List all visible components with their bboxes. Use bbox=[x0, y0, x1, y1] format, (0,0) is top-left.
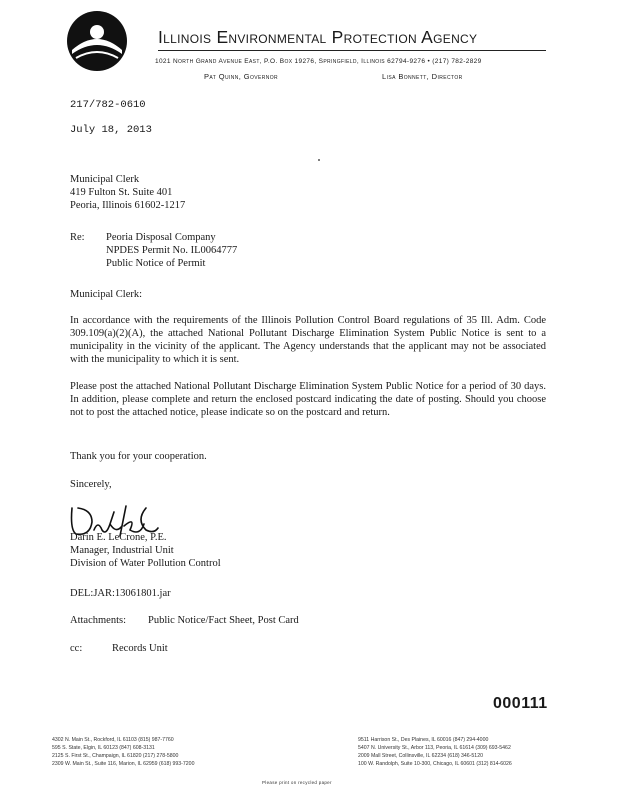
footer-office-champaign: 2125 S. First St., Champaign, IL 61820 (217) 278-5800 bbox=[52, 753, 179, 759]
salutation: Municipal Clerk: bbox=[70, 289, 143, 300]
cc-label: cc: bbox=[70, 643, 83, 654]
scan-speck bbox=[318, 159, 320, 161]
footer-office-des-plaines: 9511 Harrison St., Des Plaines, IL 60016 (847) 294-4000 bbox=[358, 737, 489, 743]
paragraph-instructions: Please post the attached National Pollutant Discharge Elimination System Public Notice for a period of 30 days. In addition, please complete and return the enclosed postcard indicating the date of posting. Should you choose not to post the attached notice, please indicate so on the postcard and return. bbox=[70, 381, 546, 418]
attachments-label: Attachments: bbox=[70, 615, 126, 626]
cc-value: Records Unit bbox=[112, 643, 168, 654]
recycled-note: Please print on recycled paper bbox=[262, 780, 332, 785]
footer-office-marion: 2309 W. Main St., Suite 116, Marion, IL 62959 (618) 993-7200 bbox=[52, 761, 195, 767]
re-label: Re: bbox=[70, 232, 85, 243]
re-company: Peoria Disposal Company bbox=[106, 232, 216, 243]
agency-logo bbox=[66, 10, 128, 72]
signer-title: Manager, Industrial Unit bbox=[70, 545, 174, 556]
footer-office-collinsville: 2009 Mall Street, Collinsville, IL 62234 (618) 346-5120 bbox=[358, 753, 483, 759]
footer-office-chicago: 100 W. Randolph, Suite 10-300, Chicago, IL 60601 (312) 814-6026 bbox=[358, 761, 512, 767]
footer-office-elgin: 595 S. State, Elgin, IL 60123 (847) 608-3131 bbox=[52, 745, 155, 751]
footer-right bbox=[358, 736, 512, 768]
agency-name: Illinois Environmental Protection Agency bbox=[158, 27, 478, 47]
closing: Sincerely, bbox=[70, 479, 112, 490]
re-permit: NPDES Permit No. IL0064777 bbox=[106, 245, 238, 256]
paragraph-requirements: In accordance with the requirements of the Illinois Pollution Control Board regulations of 35 Ill. Adm. Code 309.109(a)(2)(A), the attached National Pollutant Discharge Elimination System Public Notice is sent to a municipality in the vicinity of the applicant. The Agency understands that the applicant may not be associated with the municipality to which it is sent. bbox=[70, 315, 546, 365]
letterhead-rule bbox=[158, 50, 546, 51]
signer-name: Darin E. LeCrone, P.E. bbox=[70, 532, 167, 543]
document-number: 000111 bbox=[493, 695, 548, 712]
recipient-name: Municipal Clerk bbox=[70, 174, 140, 185]
footer-left bbox=[52, 736, 194, 768]
footer-office-peoria: 5407 N. University St., Arbor 113, Peoria, IL 61614 (309) 693-5462 bbox=[358, 745, 511, 751]
phone-reference: 217/782-0610 bbox=[70, 99, 146, 111]
re-subject: Public Notice of Permit bbox=[106, 258, 206, 269]
agency-address: 1021 North Grand Avenue East, P.O. Box 19276, Springfield, Illinois 62794-9276 • (217) 782-2829 bbox=[155, 58, 482, 65]
paragraph-thanks: Thank you for your cooperation. bbox=[70, 451, 207, 462]
recipient-street: 419 Fulton St. Suite 401 bbox=[70, 187, 173, 198]
recipient-city: Peoria, Illinois 61602-1217 bbox=[70, 200, 186, 211]
letter-date: July 18, 2013 bbox=[70, 124, 152, 136]
attachments-value: Public Notice/Fact Sheet, Post Card bbox=[148, 615, 299, 626]
reference-code: DEL:JAR:13061801.jar bbox=[70, 588, 171, 599]
director-name: Lisa Bonnett, Director bbox=[382, 72, 463, 81]
signer-division: Division of Water Pollution Control bbox=[70, 558, 221, 569]
footer-office-rockford: 4302 N. Main St., Rockford, IL 61103 (815) 987-7760 bbox=[52, 737, 174, 743]
governor-name: Pat Quinn, Governor bbox=[204, 72, 279, 81]
